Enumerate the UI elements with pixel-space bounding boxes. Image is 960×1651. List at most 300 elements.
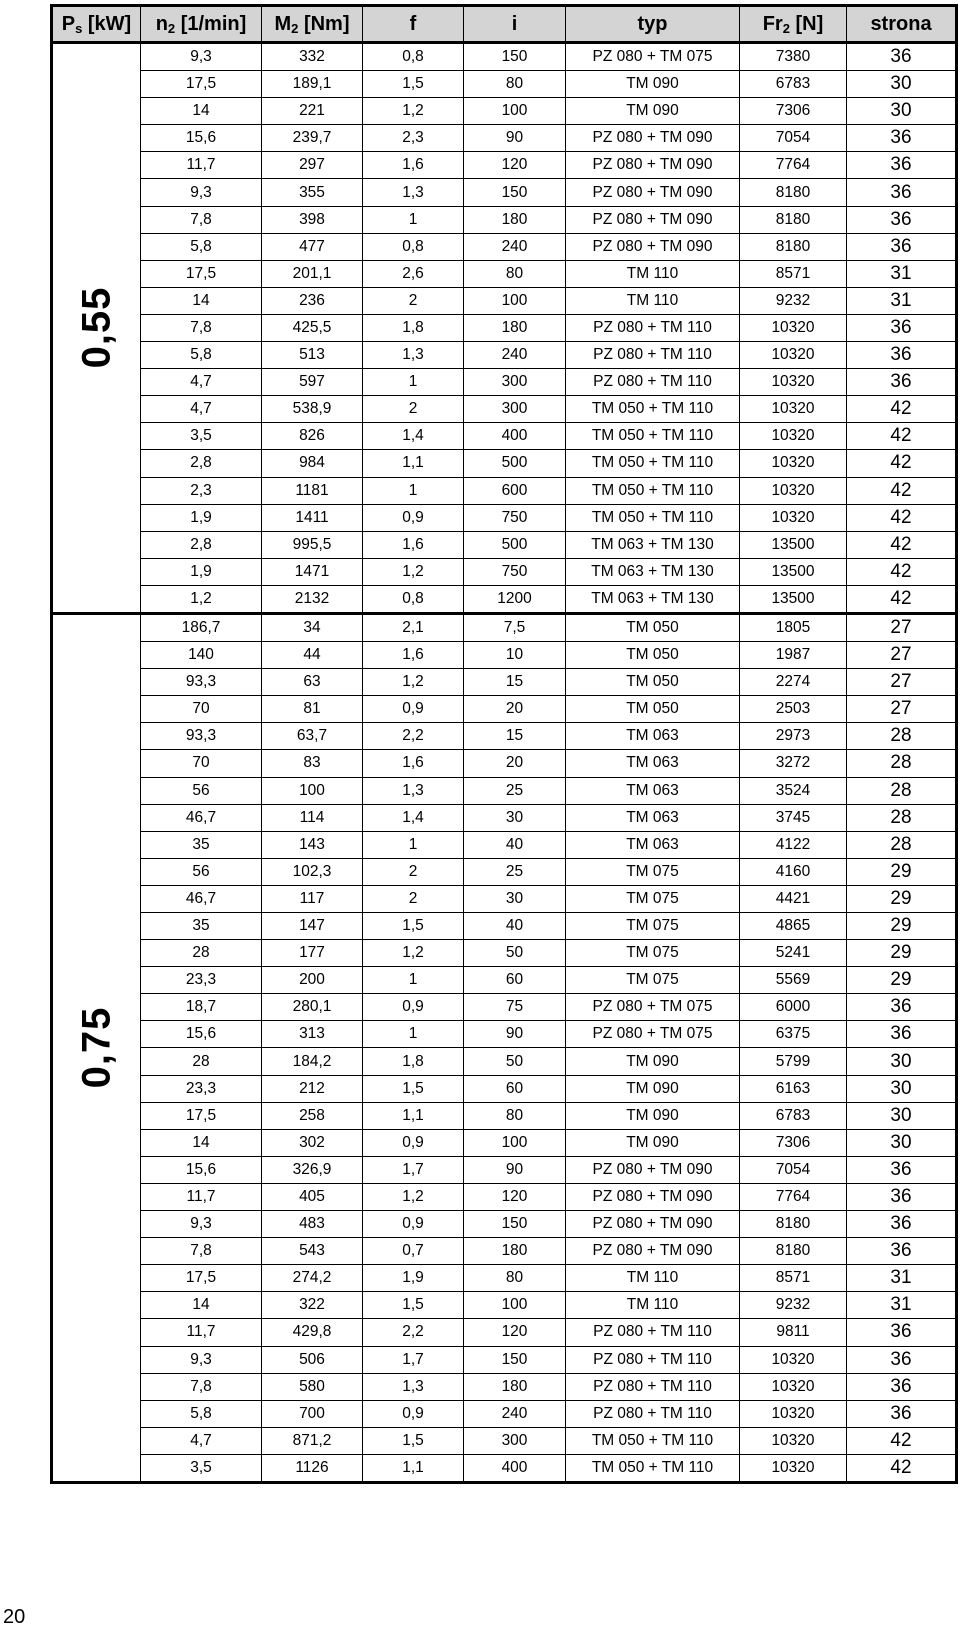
table-row xyxy=(52,287,957,314)
cell-m2: 984 xyxy=(262,450,363,477)
cell-strona: 29 xyxy=(847,940,957,967)
cell-strona: 36 xyxy=(847,994,957,1021)
cell-m2: 995,5 xyxy=(262,531,363,558)
cell-i: 750 xyxy=(464,558,566,585)
cell-i: 750 xyxy=(464,504,566,531)
cell-i: 1200 xyxy=(464,585,566,613)
cell-f: 1,9 xyxy=(363,1265,464,1292)
cell-i: 60 xyxy=(464,967,566,994)
cell-strona: 30 xyxy=(847,98,957,125)
cell-f: 1,3 xyxy=(363,1373,464,1400)
cell-f: 2 xyxy=(363,287,464,314)
table-row xyxy=(52,1346,957,1373)
cell-strona: 30 xyxy=(847,71,957,98)
cell-i: 60 xyxy=(464,1075,566,1102)
cell-strona: 36 xyxy=(847,369,957,396)
cell-strona: 42 xyxy=(847,450,957,477)
cell-i: 120 xyxy=(464,1319,566,1346)
cell-f: 1,8 xyxy=(363,314,464,341)
power-value-label: 0,75 xyxy=(73,1007,118,1089)
cell-n2: 4,7 xyxy=(141,369,262,396)
cell-f: 1,5 xyxy=(363,913,464,940)
table-row xyxy=(52,940,957,967)
table-row xyxy=(52,669,957,696)
cell-fr2: 7054 xyxy=(740,1156,847,1183)
cell-m2: 184,2 xyxy=(262,1048,363,1075)
cell-m2: 200 xyxy=(262,967,363,994)
cell-typ: TM 075 xyxy=(566,940,740,967)
cell-strona: 27 xyxy=(847,642,957,669)
cell-n2: 9,3 xyxy=(141,1211,262,1238)
cell-typ: TM 050 + TM 110 xyxy=(566,450,740,477)
cell-m2: 280,1 xyxy=(262,994,363,1021)
cell-n2: 28 xyxy=(141,940,262,967)
cell-strona: 29 xyxy=(847,967,957,994)
cell-m2: 258 xyxy=(262,1102,363,1129)
cell-m2: 477 xyxy=(262,233,363,260)
cell-m2: 236 xyxy=(262,287,363,314)
cell-n2: 140 xyxy=(141,642,262,669)
cell-typ: TM 090 xyxy=(566,1075,740,1102)
cell-typ: TM 050 xyxy=(566,696,740,723)
cell-typ: PZ 080 + TM 075 xyxy=(566,43,740,71)
cell-fr2: 10320 xyxy=(740,1427,847,1454)
cell-m2: 147 xyxy=(262,913,363,940)
cell-strona: 29 xyxy=(847,858,957,885)
cell-i: 80 xyxy=(464,260,566,287)
table-row xyxy=(52,1400,957,1427)
table-row xyxy=(52,233,957,260)
header-row xyxy=(52,6,957,43)
cell-i: 400 xyxy=(464,1454,566,1482)
cell-m2: 221 xyxy=(262,98,363,125)
cell-strona: 36 xyxy=(847,43,957,71)
cell-fr2: 6000 xyxy=(740,994,847,1021)
cell-fr2: 10320 xyxy=(740,1346,847,1373)
table-row xyxy=(52,1211,957,1238)
table-row xyxy=(52,396,957,423)
cell-m2: 239,7 xyxy=(262,125,363,152)
cell-m2: 114 xyxy=(262,804,363,831)
cell-i: 7,5 xyxy=(464,613,566,641)
cell-f: 1 xyxy=(363,477,464,504)
cell-i: 20 xyxy=(464,696,566,723)
cell-m2: 538,9 xyxy=(262,396,363,423)
table-row xyxy=(52,642,957,669)
cell-fr2: 8180 xyxy=(740,206,847,233)
cell-typ: TM 090 xyxy=(566,1102,740,1129)
cell-n2: 7,8 xyxy=(141,1373,262,1400)
cell-n2: 1,2 xyxy=(141,585,262,613)
cell-n2: 35 xyxy=(141,831,262,858)
cell-f: 1,6 xyxy=(363,750,464,777)
cell-fr2: 1805 xyxy=(740,613,847,641)
cell-f: 1,1 xyxy=(363,1102,464,1129)
cell-i: 90 xyxy=(464,1156,566,1183)
cell-n2: 17,5 xyxy=(141,71,262,98)
table-row xyxy=(52,1292,957,1319)
cell-f: 2 xyxy=(363,396,464,423)
cell-strona: 30 xyxy=(847,1129,957,1156)
cell-typ: TM 090 xyxy=(566,71,740,98)
cell-strona: 36 xyxy=(847,206,957,233)
cell-n2: 5,8 xyxy=(141,342,262,369)
cell-i: 300 xyxy=(464,1427,566,1454)
cell-n2: 5,8 xyxy=(141,1400,262,1427)
cell-typ: TM 075 xyxy=(566,885,740,912)
cell-typ: TM 110 xyxy=(566,260,740,287)
table-row xyxy=(52,831,957,858)
cell-i: 40 xyxy=(464,831,566,858)
cell-fr2: 4421 xyxy=(740,885,847,912)
cell-typ: PZ 080 + TM 090 xyxy=(566,179,740,206)
cell-f: 0,9 xyxy=(363,696,464,723)
cell-m2: 100 xyxy=(262,777,363,804)
cell-typ: TM 050 xyxy=(566,669,740,696)
cell-m2: 297 xyxy=(262,152,363,179)
cell-n2: 15,6 xyxy=(141,1021,262,1048)
cell-fr2: 8180 xyxy=(740,1238,847,1265)
cell-m2: 44 xyxy=(262,642,363,669)
cell-strona: 36 xyxy=(847,1319,957,1346)
cell-typ: PZ 080 + TM 090 xyxy=(566,1211,740,1238)
cell-typ: TM 075 xyxy=(566,858,740,885)
cell-strona: 29 xyxy=(847,885,957,912)
cell-m2: 398 xyxy=(262,206,363,233)
cell-fr2: 10320 xyxy=(740,369,847,396)
cell-typ: PZ 080 + TM 090 xyxy=(566,233,740,260)
cell-strona: 31 xyxy=(847,287,957,314)
cell-f: 1,4 xyxy=(363,423,464,450)
cell-f: 0,9 xyxy=(363,994,464,1021)
cell-n2: 2,8 xyxy=(141,531,262,558)
cell-m2: 34 xyxy=(262,613,363,641)
cell-typ: TM 110 xyxy=(566,1265,740,1292)
cell-strona: 36 xyxy=(847,1156,957,1183)
cell-typ: PZ 080 + TM 090 xyxy=(566,152,740,179)
cell-typ: PZ 080 + TM 075 xyxy=(566,994,740,1021)
cell-i: 180 xyxy=(464,314,566,341)
cell-fr2: 5241 xyxy=(740,940,847,967)
cell-i: 30 xyxy=(464,804,566,831)
cell-n2: 11,7 xyxy=(141,1183,262,1210)
cell-n2: 9,3 xyxy=(141,179,262,206)
cell-m2: 405 xyxy=(262,1183,363,1210)
cell-strona: 28 xyxy=(847,804,957,831)
cell-m2: 826 xyxy=(262,423,363,450)
cell-f: 1,3 xyxy=(363,342,464,369)
table-row xyxy=(52,613,957,641)
cell-fr2: 8571 xyxy=(740,260,847,287)
cell-f: 1,7 xyxy=(363,1346,464,1373)
cell-f: 2,6 xyxy=(363,260,464,287)
table-row xyxy=(52,777,957,804)
cell-n2: 23,3 xyxy=(141,967,262,994)
cell-fr2: 6375 xyxy=(740,1021,847,1048)
cell-fr2: 7054 xyxy=(740,125,847,152)
cell-n2: 18,7 xyxy=(141,994,262,1021)
cell-fr2: 8180 xyxy=(740,179,847,206)
cell-typ: TM 050 + TM 110 xyxy=(566,504,740,531)
cell-f: 0,8 xyxy=(363,43,464,71)
cell-typ: PZ 080 + TM 110 xyxy=(566,342,740,369)
cell-strona: 30 xyxy=(847,1075,957,1102)
cell-m2: 117 xyxy=(262,885,363,912)
cell-strona: 30 xyxy=(847,1048,957,1075)
cell-n2: 11,7 xyxy=(141,152,262,179)
cell-typ: PZ 080 + TM 110 xyxy=(566,314,740,341)
cell-fr2: 1987 xyxy=(740,642,847,669)
cell-fr2: 3524 xyxy=(740,777,847,804)
cell-m2: 506 xyxy=(262,1346,363,1373)
cell-m2: 81 xyxy=(262,696,363,723)
cell-i: 500 xyxy=(464,450,566,477)
header-typ: typ xyxy=(566,6,740,43)
cell-m2: 302 xyxy=(262,1129,363,1156)
cell-n2: 15,6 xyxy=(141,125,262,152)
cell-typ: TM 050 + TM 110 xyxy=(566,423,740,450)
table-row xyxy=(52,1373,957,1400)
header-fr2: $Fr_2$ [N] xyxy=(740,6,847,43)
cell-fr2: 4122 xyxy=(740,831,847,858)
cell-typ: PZ 080 + TM 090 xyxy=(566,206,740,233)
table-row xyxy=(52,1156,957,1183)
cell-m2: 326,9 xyxy=(262,1156,363,1183)
cell-i: 120 xyxy=(464,152,566,179)
cell-n2: 7,8 xyxy=(141,1238,262,1265)
cell-i: 30 xyxy=(464,885,566,912)
cell-strona: 36 xyxy=(847,233,957,260)
cell-f: 2 xyxy=(363,858,464,885)
cell-typ: TM 110 xyxy=(566,1292,740,1319)
cell-i: 240 xyxy=(464,233,566,260)
cell-f: 2,1 xyxy=(363,613,464,641)
table-row xyxy=(52,125,957,152)
cell-f: 0,9 xyxy=(363,1129,464,1156)
cell-typ: TM 050 + TM 110 xyxy=(566,1427,740,1454)
cell-n2: 46,7 xyxy=(141,885,262,912)
cell-strona: 36 xyxy=(847,1400,957,1427)
cell-f: 1,2 xyxy=(363,940,464,967)
cell-i: 600 xyxy=(464,477,566,504)
cell-n2: 28 xyxy=(141,1048,262,1075)
cell-f: 1 xyxy=(363,1021,464,1048)
cell-typ: TM 063 + TM 130 xyxy=(566,585,740,613)
cell-strona: 36 xyxy=(847,1211,957,1238)
gearbox-selection-table xyxy=(50,4,958,1484)
cell-fr2: 9232 xyxy=(740,287,847,314)
cell-n2: 70 xyxy=(141,696,262,723)
cell-fr2: 2274 xyxy=(740,669,847,696)
cell-n2: 2,3 xyxy=(141,477,262,504)
table-row xyxy=(52,98,957,125)
cell-i: 150 xyxy=(464,179,566,206)
header-f: f xyxy=(363,6,464,43)
table-row xyxy=(52,967,957,994)
cell-strona: 27 xyxy=(847,613,957,641)
cell-m2: 429,8 xyxy=(262,1319,363,1346)
cell-n2: 56 xyxy=(141,777,262,804)
table-row xyxy=(52,1075,957,1102)
cell-n2: 93,3 xyxy=(141,669,262,696)
cell-strona: 42 xyxy=(847,1454,957,1482)
cell-n2: 2,8 xyxy=(141,450,262,477)
cell-f: 1,2 xyxy=(363,558,464,585)
cell-m2: 871,2 xyxy=(262,1427,363,1454)
cell-n2: 1,9 xyxy=(141,558,262,585)
table-row xyxy=(52,750,957,777)
cell-fr2: 3745 xyxy=(740,804,847,831)
cell-typ: TM 063 + TM 130 xyxy=(566,558,740,585)
cell-i: 300 xyxy=(464,369,566,396)
cell-strona: 42 xyxy=(847,423,957,450)
table-row xyxy=(52,314,957,341)
cell-f: 1,2 xyxy=(363,98,464,125)
cell-m2: 425,5 xyxy=(262,314,363,341)
cell-i: 50 xyxy=(464,1048,566,1075)
cell-fr2: 10320 xyxy=(740,504,847,531)
cell-f: 2 xyxy=(363,885,464,912)
cell-fr2: 4865 xyxy=(740,913,847,940)
cell-n2: 17,5 xyxy=(141,260,262,287)
cell-m2: 143 xyxy=(262,831,363,858)
cell-m2: 313 xyxy=(262,1021,363,1048)
cell-n2: 17,5 xyxy=(141,1102,262,1129)
power-value-cell xyxy=(52,613,141,1482)
table-row xyxy=(52,71,957,98)
power-value-label: 0,55 xyxy=(73,287,118,369)
cell-fr2: 10320 xyxy=(740,1400,847,1427)
cell-i: 10 xyxy=(464,642,566,669)
cell-typ: TM 063 xyxy=(566,831,740,858)
header-n2: $n_2$ [1/min] xyxy=(141,6,262,43)
cell-m2: 513 xyxy=(262,342,363,369)
cell-i: 400 xyxy=(464,423,566,450)
table-row xyxy=(52,1129,957,1156)
cell-f: 2,2 xyxy=(363,1319,464,1346)
cell-i: 240 xyxy=(464,1400,566,1427)
cell-strona: 31 xyxy=(847,1265,957,1292)
cell-fr2: 5799 xyxy=(740,1048,847,1075)
cell-typ: TM 050 + TM 110 xyxy=(566,1454,740,1482)
cell-i: 240 xyxy=(464,342,566,369)
cell-fr2: 13500 xyxy=(740,531,847,558)
cell-strona: 36 xyxy=(847,152,957,179)
cell-i: 25 xyxy=(464,858,566,885)
cell-f: 1,5 xyxy=(363,1075,464,1102)
cell-f: 1,4 xyxy=(363,804,464,831)
cell-m2: 274,2 xyxy=(262,1265,363,1292)
cell-typ: TM 050 xyxy=(566,613,740,641)
cell-fr2: 7764 xyxy=(740,1183,847,1210)
cell-f: 0,9 xyxy=(363,1211,464,1238)
cell-i: 180 xyxy=(464,1238,566,1265)
cell-i: 50 xyxy=(464,940,566,967)
cell-f: 1,5 xyxy=(363,1427,464,1454)
table-row xyxy=(52,423,957,450)
table-row xyxy=(52,531,957,558)
cell-m2: 2132 xyxy=(262,585,363,613)
cell-fr2: 10320 xyxy=(740,342,847,369)
cell-typ: TM 075 xyxy=(566,967,740,994)
cell-strona: 28 xyxy=(847,777,957,804)
cell-fr2: 8180 xyxy=(740,1211,847,1238)
cell-f: 0,9 xyxy=(363,1400,464,1427)
cell-fr2: 10320 xyxy=(740,1373,847,1400)
table-row xyxy=(52,260,957,287)
cell-typ: TM 063 xyxy=(566,723,740,750)
gearbox-selection-table-container xyxy=(50,4,955,1484)
cell-fr2: 6163 xyxy=(740,1075,847,1102)
cell-fr2: 3272 xyxy=(740,750,847,777)
cell-m2: 700 xyxy=(262,1400,363,1427)
cell-i: 15 xyxy=(464,723,566,750)
cell-fr2: 10320 xyxy=(740,314,847,341)
cell-strona: 28 xyxy=(847,831,957,858)
cell-f: 1,3 xyxy=(363,777,464,804)
cell-n2: 17,5 xyxy=(141,1265,262,1292)
cell-strona: 27 xyxy=(847,696,957,723)
cell-n2: 70 xyxy=(141,750,262,777)
cell-m2: 63,7 xyxy=(262,723,363,750)
cell-i: 100 xyxy=(464,1129,566,1156)
cell-typ: PZ 080 + TM 110 xyxy=(566,1319,740,1346)
cell-m2: 332 xyxy=(262,43,363,71)
cell-typ: PZ 080 + TM 110 xyxy=(566,1373,740,1400)
cell-strona: 36 xyxy=(847,1238,957,1265)
table-row xyxy=(52,804,957,831)
cell-i: 180 xyxy=(464,1373,566,1400)
cell-n2: 14 xyxy=(141,287,262,314)
cell-f: 1,6 xyxy=(363,152,464,179)
cell-i: 120 xyxy=(464,1183,566,1210)
table-row xyxy=(52,504,957,531)
cell-n2: 46,7 xyxy=(141,804,262,831)
cell-fr2: 7306 xyxy=(740,1129,847,1156)
cell-f: 1,1 xyxy=(363,450,464,477)
cell-m2: 322 xyxy=(262,1292,363,1319)
cell-f: 1,7 xyxy=(363,1156,464,1183)
cell-i: 150 xyxy=(464,43,566,71)
cell-n2: 5,8 xyxy=(141,233,262,260)
table-row xyxy=(52,1183,957,1210)
power-group xyxy=(52,613,957,1482)
cell-strona: 36 xyxy=(847,342,957,369)
cell-strona: 42 xyxy=(847,1427,957,1454)
cell-strona: 42 xyxy=(847,477,957,504)
cell-strona: 36 xyxy=(847,1183,957,1210)
header-i: i xyxy=(464,6,566,43)
cell-fr2: 10320 xyxy=(740,423,847,450)
table-row xyxy=(52,858,957,885)
cell-n2: 7,8 xyxy=(141,314,262,341)
table-row xyxy=(52,43,957,71)
cell-f: 1,8 xyxy=(363,1048,464,1075)
cell-f: 0,8 xyxy=(363,233,464,260)
cell-m2: 102,3 xyxy=(262,858,363,885)
cell-i: 40 xyxy=(464,913,566,940)
cell-f: 1,6 xyxy=(363,531,464,558)
cell-fr2: 10320 xyxy=(740,396,847,423)
cell-strona: 36 xyxy=(847,1373,957,1400)
cell-f: 1 xyxy=(363,967,464,994)
cell-f: 1,1 xyxy=(363,1454,464,1482)
table-row xyxy=(52,994,957,1021)
cell-strona: 28 xyxy=(847,750,957,777)
power-value-cell xyxy=(52,43,141,614)
cell-n2: 93,3 xyxy=(141,723,262,750)
cell-typ: TM 063 xyxy=(566,804,740,831)
